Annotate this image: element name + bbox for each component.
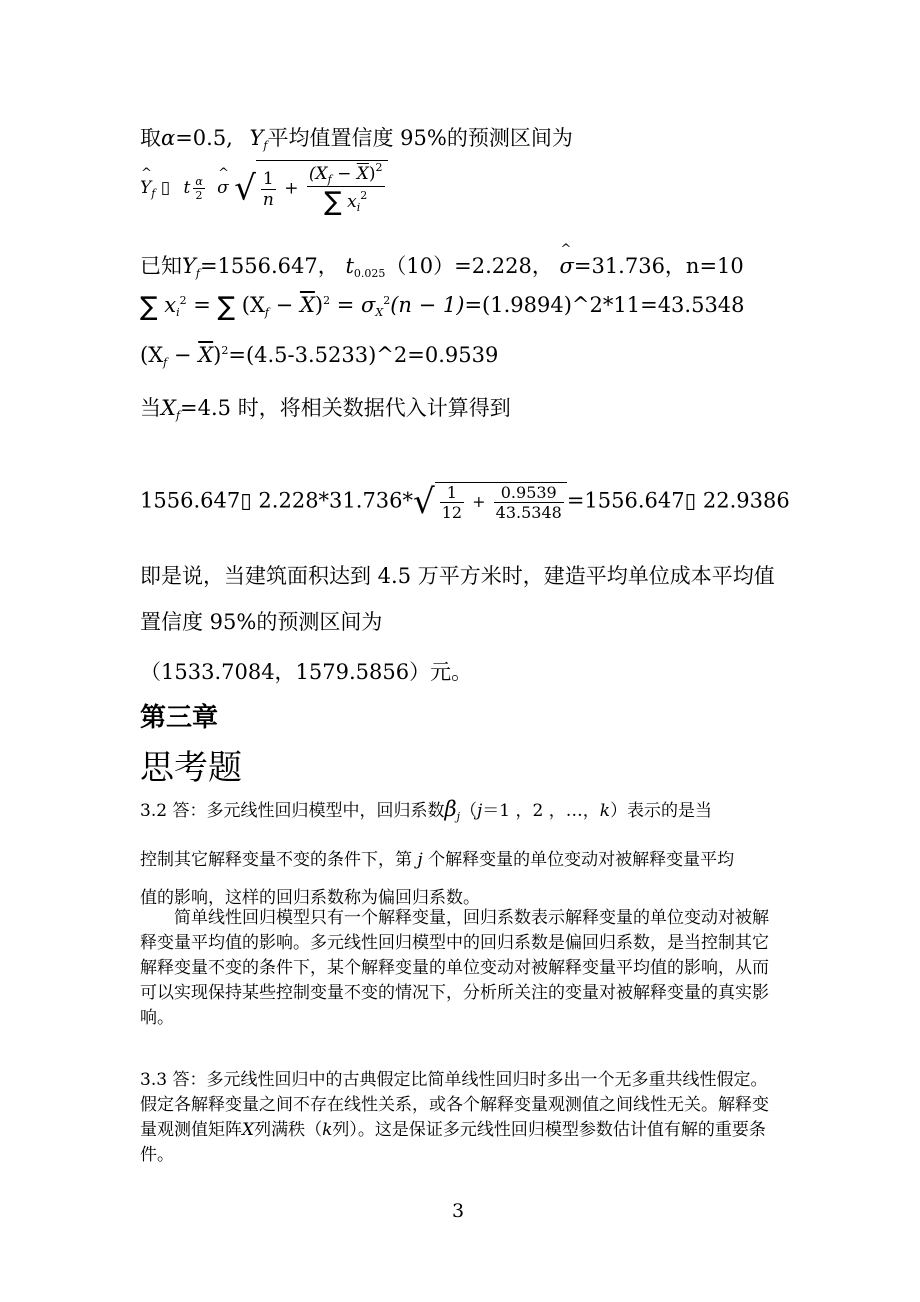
alpha-symbol: α (161, 126, 176, 150)
sqrt-sign: √ (413, 482, 435, 522)
q32-line-3: 值的影响，这样的回归系数称为偏回归系数。 (140, 888, 480, 908)
q32-paragraph-2: 简单线性回归模型只有一个解释变量，回归系数表示解释变量的单位变动对被解释变量平均值的影响。多元线性回归模型中的回归系数是偏回归系数，是当控制其它解释变量不变的条件下，某个解释变量的单位变动对被解释变量平均值的影响，从而可以实现保持某些控制变量不变的情况下，分析所关注的变量对被解释变量的真实影响。 (140, 908, 769, 1028)
conclusion-line-2: 置信度 95%的预测区间为 (140, 610, 383, 634)
q33-paragraph: 3.3 答：多元线性回归中的古典假定比简单线性回归时多出一个无多重共线性假定。假定各解释变量之间不存在线性关系，或各个解释变量观测值之间线性无关。解释变量观测值矩阵X列满秩（k列）。这是保证多元线性回归模型参数估计值有解的重要条件。 (140, 1070, 769, 1165)
page-number: 3 (452, 1200, 465, 1222)
sqrt-sign: √ (234, 168, 256, 209)
prediction-formula: ^ $Y_f$ ▯ t $\frac{\alpha}{2}$ ^ σ √ $\frac{1}{n}$ + $\frac{(X_f - \overline{X})^2}{\sum x_i^2}$ (140, 160, 388, 217)
q32-line-2: 控制其它解释变量不变的条件下，第 j 个解释变量的单位变动对被解释变量平均 (140, 850, 735, 870)
alpha-line: 取α=0.5, $Y_f$平均值置信度 95%的预测区间为 (140, 126, 573, 152)
section-heading: 思考题 (140, 748, 242, 788)
sum-squares-line: ∑ $x_i^2$ = ∑ $(X_f - \overline{X})^2 = \sigma_X^2(n$ − 1)=(1.9894)^2*11=43.5348 (140, 292, 745, 322)
when-line: 当$X_f=4.5$ 时，将相关数据代入计算得到 (140, 396, 511, 422)
deviation-line: ($X_f$ − $\overline{X})^2=(4.5-3.5233)\^{}2=0.9539$ (140, 343, 499, 369)
computation-formula: 1556.647▯ 2.228*31.736*√ $\frac{1}{12}$ + $\frac{0.9539}{43.5348}$ =1556.647▯ 22.9386 (140, 482, 790, 522)
conclusion-line-1: 即是说，当建筑面积达到 4.5 万平方米时，建造平均单位成本平均值 (140, 564, 775, 588)
known-values-line: 已知$Y_f=1556.647$， $t_{0.025}(10)=2.228$， ^ σ=31.736，n=10 (140, 250, 744, 280)
chapter-heading: 第三章 (140, 703, 219, 733)
conclusion-line-3: （1533.7084，1579.5856）元。 (140, 660, 473, 684)
q32-line-1: 3.2 答：多元线性回归模型中，回归系数$\beta_j(j=1$ ，2 ，…，k）表示的是当 (140, 797, 713, 823)
